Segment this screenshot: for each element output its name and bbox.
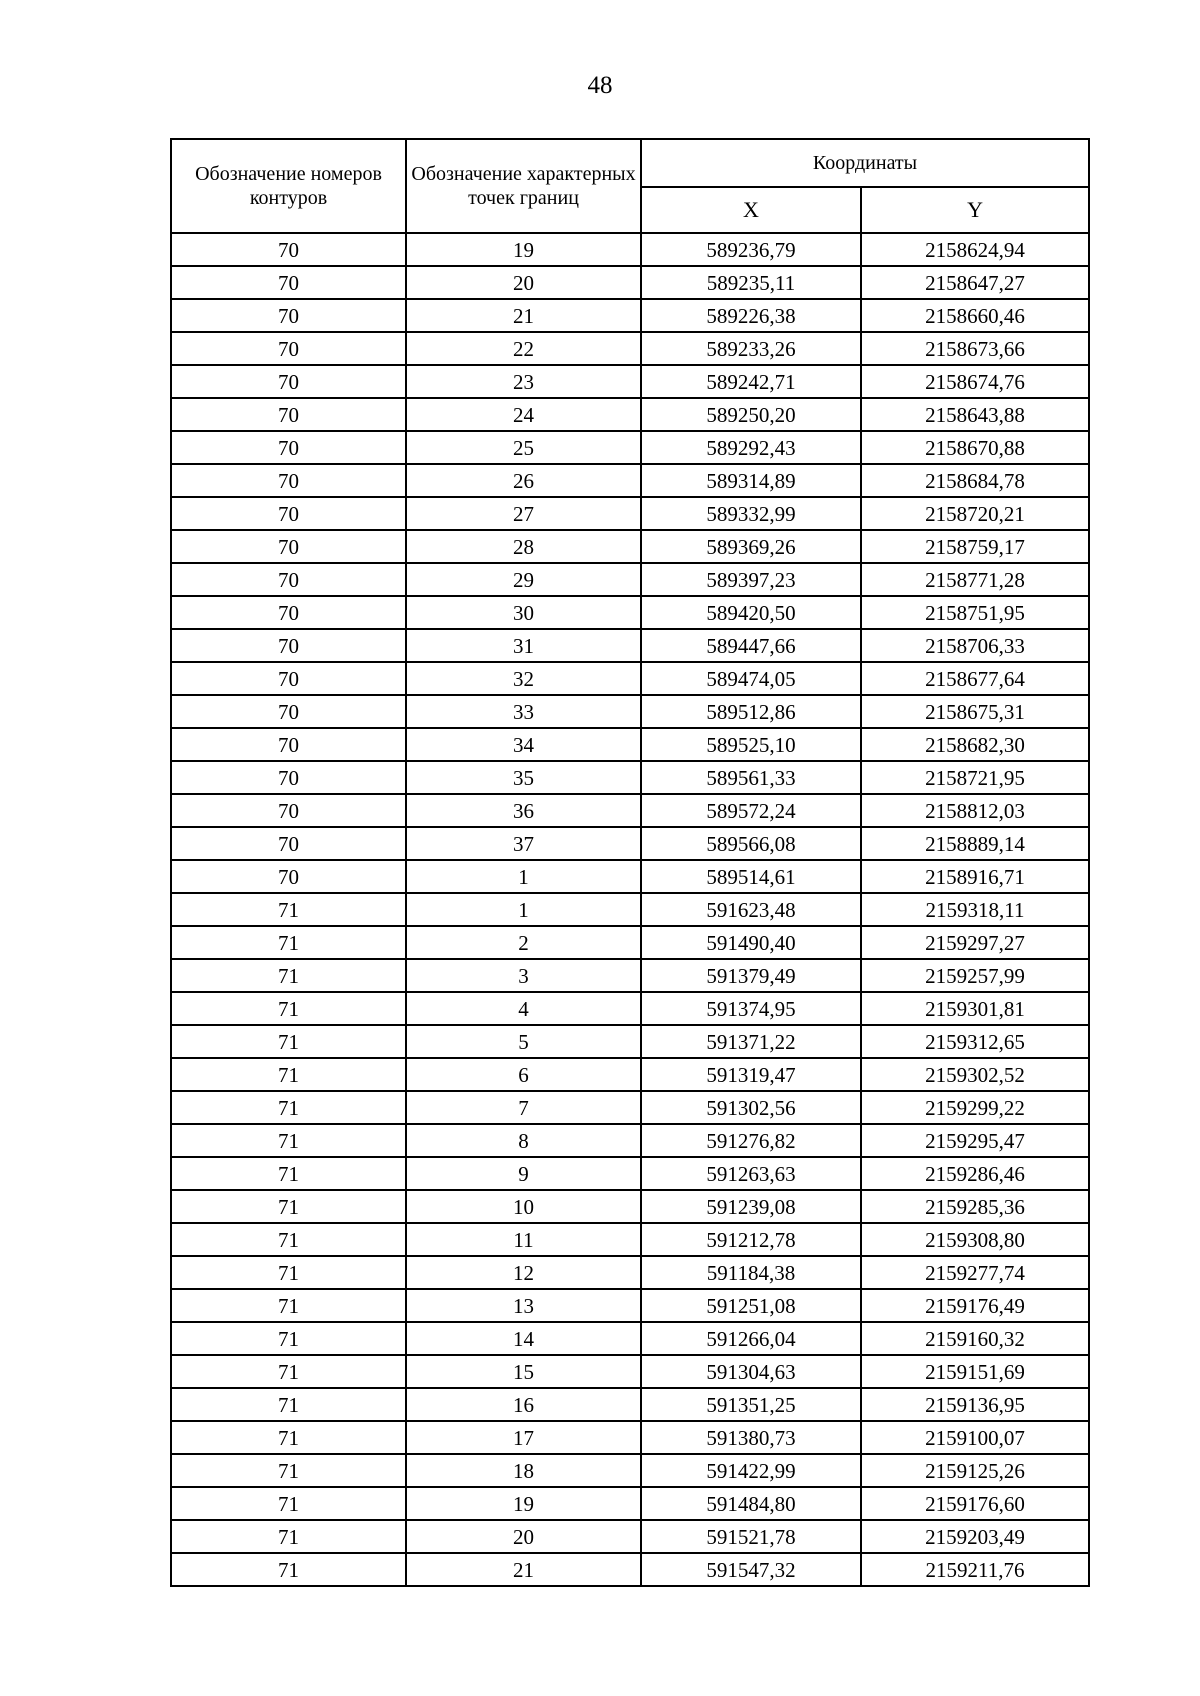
table-row (171, 1388, 1089, 1421)
x-cell: 589242,71 (641, 365, 861, 398)
y-cell: 2158812,03 (861, 794, 1089, 827)
y-cell: 2159151,69 (861, 1355, 1089, 1388)
table-row (171, 332, 1089, 365)
point-cell: 33 (406, 695, 641, 728)
table-row (171, 1025, 1089, 1058)
coordinates-table (170, 138, 1090, 1587)
y-cell: 2159285,36 (861, 1190, 1089, 1223)
y-cell: 2159176,60 (861, 1487, 1089, 1520)
table-row (171, 266, 1089, 299)
point-cell: 26 (406, 464, 641, 497)
point-cell: 8 (406, 1124, 641, 1157)
x-cell: 589236,79 (641, 233, 861, 266)
point-cell: 24 (406, 398, 641, 431)
y-cell: 2159286,46 (861, 1157, 1089, 1190)
x-cell: 591263,63 (641, 1157, 861, 1190)
y-cell: 2158673,66 (861, 332, 1089, 365)
table-row (171, 1355, 1089, 1388)
y-cell: 2159203,49 (861, 1520, 1089, 1553)
y-cell: 2159211,76 (861, 1553, 1089, 1586)
table-row (171, 563, 1089, 596)
header-boundary-points: Обозначение характерных точек границ (406, 139, 641, 233)
point-cell: 32 (406, 662, 641, 695)
x-cell: 591380,73 (641, 1421, 861, 1454)
x-cell: 591302,56 (641, 1091, 861, 1124)
table-row (171, 398, 1089, 431)
table-row (171, 1124, 1089, 1157)
x-cell: 589512,86 (641, 695, 861, 728)
table-row (171, 794, 1089, 827)
contour-cell: 70 (171, 695, 406, 728)
y-cell: 2158675,31 (861, 695, 1089, 728)
y-cell: 2158751,95 (861, 596, 1089, 629)
point-cell: 23 (406, 365, 641, 398)
contour-cell: 70 (171, 563, 406, 596)
point-cell: 34 (406, 728, 641, 761)
contour-cell: 70 (171, 827, 406, 860)
contour-cell: 71 (171, 1454, 406, 1487)
x-cell: 591623,48 (641, 893, 861, 926)
x-cell: 589572,24 (641, 794, 861, 827)
x-cell: 591374,95 (641, 992, 861, 1025)
x-cell: 591184,38 (641, 1256, 861, 1289)
table-row (171, 1454, 1089, 1487)
x-cell: 589292,43 (641, 431, 861, 464)
table-row (171, 1091, 1089, 1124)
contour-cell: 70 (171, 431, 406, 464)
point-cell: 19 (406, 1487, 641, 1520)
x-cell: 589233,26 (641, 332, 861, 365)
point-cell: 36 (406, 794, 641, 827)
x-cell: 591422,99 (641, 1454, 861, 1487)
contour-cell: 70 (171, 728, 406, 761)
contour-cell: 71 (171, 992, 406, 1025)
x-cell: 589332,99 (641, 497, 861, 530)
table-row (171, 893, 1089, 926)
point-cell: 1 (406, 860, 641, 893)
x-cell: 591276,82 (641, 1124, 861, 1157)
y-cell: 2159125,26 (861, 1454, 1089, 1487)
x-cell: 591547,32 (641, 1553, 861, 1586)
point-cell: 20 (406, 266, 641, 299)
table-row (171, 728, 1089, 761)
y-cell: 2159318,11 (861, 893, 1089, 926)
contour-cell: 71 (171, 1421, 406, 1454)
point-cell: 22 (406, 332, 641, 365)
y-cell: 2158674,76 (861, 365, 1089, 398)
table-row (171, 596, 1089, 629)
y-cell: 2159160,32 (861, 1322, 1089, 1355)
y-cell: 2158706,33 (861, 629, 1089, 662)
header-contour-number: Обозначение номеров контуров (171, 139, 406, 233)
y-cell: 2158660,46 (861, 299, 1089, 332)
y-cell: 2158771,28 (861, 563, 1089, 596)
header-y: Y (861, 187, 1089, 233)
table-row (171, 959, 1089, 992)
table-row (171, 1157, 1089, 1190)
table-row (171, 464, 1089, 497)
point-cell: 1 (406, 893, 641, 926)
contour-cell: 71 (171, 1190, 406, 1223)
point-cell: 7 (406, 1091, 641, 1124)
x-cell: 591251,08 (641, 1289, 861, 1322)
contour-cell: 70 (171, 761, 406, 794)
contour-cell: 70 (171, 266, 406, 299)
point-cell: 19 (406, 233, 641, 266)
contour-cell: 70 (171, 629, 406, 662)
y-cell: 2159312,65 (861, 1025, 1089, 1058)
point-cell: 29 (406, 563, 641, 596)
contour-cell: 71 (171, 1553, 406, 1586)
x-cell: 589226,38 (641, 299, 861, 332)
contour-cell: 70 (171, 233, 406, 266)
y-cell: 2159301,81 (861, 992, 1089, 1025)
x-cell: 591379,49 (641, 959, 861, 992)
point-cell: 16 (406, 1388, 641, 1421)
table-row (171, 365, 1089, 398)
page-number: 48 (587, 72, 613, 99)
contour-cell: 71 (171, 1487, 406, 1520)
x-cell: 589566,08 (641, 827, 861, 860)
contour-cell: 71 (171, 1223, 406, 1256)
table-row (171, 1487, 1089, 1520)
table-row (171, 926, 1089, 959)
x-cell: 589514,61 (641, 860, 861, 893)
x-cell: 591212,78 (641, 1223, 861, 1256)
contour-cell: 70 (171, 299, 406, 332)
contour-cell: 70 (171, 497, 406, 530)
point-cell: 20 (406, 1520, 641, 1553)
x-cell: 589235,11 (641, 266, 861, 299)
point-cell: 12 (406, 1256, 641, 1289)
point-cell: 31 (406, 629, 641, 662)
table-row (171, 1553, 1089, 1586)
contour-cell: 70 (171, 398, 406, 431)
x-cell: 591351,25 (641, 1388, 861, 1421)
x-cell: 591490,40 (641, 926, 861, 959)
table-row (171, 530, 1089, 563)
contour-cell: 71 (171, 1157, 406, 1190)
x-cell: 589314,89 (641, 464, 861, 497)
contour-cell: 71 (171, 926, 406, 959)
contour-cell: 71 (171, 1058, 406, 1091)
point-cell: 18 (406, 1454, 641, 1487)
x-cell: 591239,08 (641, 1190, 861, 1223)
table-row (171, 497, 1089, 530)
y-cell: 2159100,07 (861, 1421, 1089, 1454)
y-cell: 2158624,94 (861, 233, 1089, 266)
x-cell: 589397,23 (641, 563, 861, 596)
contour-cell: 71 (171, 1091, 406, 1124)
point-cell: 10 (406, 1190, 641, 1223)
y-cell: 2158647,27 (861, 266, 1089, 299)
point-cell: 4 (406, 992, 641, 1025)
contour-cell: 71 (171, 1289, 406, 1322)
point-cell: 3 (406, 959, 641, 992)
point-cell: 6 (406, 1058, 641, 1091)
point-cell: 2 (406, 926, 641, 959)
table-row (171, 662, 1089, 695)
y-cell: 2159277,74 (861, 1256, 1089, 1289)
x-cell: 591266,04 (641, 1322, 861, 1355)
x-cell: 589447,66 (641, 629, 861, 662)
point-cell: 30 (406, 596, 641, 629)
table-row (171, 695, 1089, 728)
point-cell: 11 (406, 1223, 641, 1256)
y-cell: 2159299,22 (861, 1091, 1089, 1124)
x-cell: 591319,47 (641, 1058, 861, 1091)
y-cell: 2159176,49 (861, 1289, 1089, 1322)
x-cell: 589250,20 (641, 398, 861, 431)
table-header (171, 139, 1089, 233)
point-cell: 14 (406, 1322, 641, 1355)
contour-cell: 70 (171, 860, 406, 893)
x-cell: 589561,33 (641, 761, 861, 794)
y-cell: 2159308,80 (861, 1223, 1089, 1256)
table-row (171, 827, 1089, 860)
y-cell: 2159136,95 (861, 1388, 1089, 1421)
point-cell: 17 (406, 1421, 641, 1454)
point-cell: 5 (406, 1025, 641, 1058)
contour-cell: 70 (171, 365, 406, 398)
contour-cell: 70 (171, 596, 406, 629)
table-row (171, 1256, 1089, 1289)
table-row (171, 233, 1089, 266)
x-cell: 591521,78 (641, 1520, 861, 1553)
contour-cell: 71 (171, 1124, 406, 1157)
table-row (171, 1520, 1089, 1553)
point-cell: 35 (406, 761, 641, 794)
table-row (171, 1223, 1089, 1256)
y-cell: 2158670,88 (861, 431, 1089, 464)
table-row (171, 299, 1089, 332)
contour-cell: 71 (171, 1520, 406, 1553)
contour-cell: 71 (171, 1025, 406, 1058)
point-cell: 13 (406, 1289, 641, 1322)
y-cell: 2158684,78 (861, 464, 1089, 497)
table-row (171, 1190, 1089, 1223)
table-row (171, 860, 1089, 893)
x-cell: 589474,05 (641, 662, 861, 695)
y-cell: 2159302,52 (861, 1058, 1089, 1091)
point-cell: 15 (406, 1355, 641, 1388)
y-cell: 2158677,64 (861, 662, 1089, 695)
table-row (171, 992, 1089, 1025)
contour-cell: 70 (171, 464, 406, 497)
x-cell: 591484,80 (641, 1487, 861, 1520)
contour-cell: 70 (171, 332, 406, 365)
table-row (171, 629, 1089, 662)
point-cell: 25 (406, 431, 641, 464)
point-cell: 9 (406, 1157, 641, 1190)
y-cell: 2158916,71 (861, 860, 1089, 893)
table-row (171, 1058, 1089, 1091)
contour-cell: 70 (171, 530, 406, 563)
point-cell: 28 (406, 530, 641, 563)
contour-cell: 71 (171, 1322, 406, 1355)
y-cell: 2159295,47 (861, 1124, 1089, 1157)
table-body (171, 233, 1089, 1586)
y-cell: 2159257,99 (861, 959, 1089, 992)
contour-cell: 71 (171, 1355, 406, 1388)
x-cell: 591371,22 (641, 1025, 861, 1058)
contour-cell: 71 (171, 1256, 406, 1289)
table-row (171, 1289, 1089, 1322)
y-cell: 2158720,21 (861, 497, 1089, 530)
x-cell: 589525,10 (641, 728, 861, 761)
y-cell: 2158682,30 (861, 728, 1089, 761)
table-row (171, 431, 1089, 464)
contour-cell: 71 (171, 893, 406, 926)
table-row (171, 761, 1089, 794)
y-cell: 2158889,14 (861, 827, 1089, 860)
point-cell: 37 (406, 827, 641, 860)
y-cell: 2159297,27 (861, 926, 1089, 959)
table-row (171, 1421, 1089, 1454)
x-cell: 589369,26 (641, 530, 861, 563)
header-coordinates: Координаты (641, 139, 1089, 187)
y-cell: 2158721,95 (861, 761, 1089, 794)
table-row (171, 1322, 1089, 1355)
y-cell: 2158643,88 (861, 398, 1089, 431)
x-cell: 589420,50 (641, 596, 861, 629)
point-cell: 21 (406, 299, 641, 332)
contour-cell: 71 (171, 1388, 406, 1421)
header-x: X (641, 187, 861, 233)
y-cell: 2158759,17 (861, 530, 1089, 563)
point-cell: 27 (406, 497, 641, 530)
x-cell: 591304,63 (641, 1355, 861, 1388)
contour-cell: 70 (171, 794, 406, 827)
contour-cell: 70 (171, 662, 406, 695)
contour-cell: 71 (171, 959, 406, 992)
point-cell: 21 (406, 1553, 641, 1586)
